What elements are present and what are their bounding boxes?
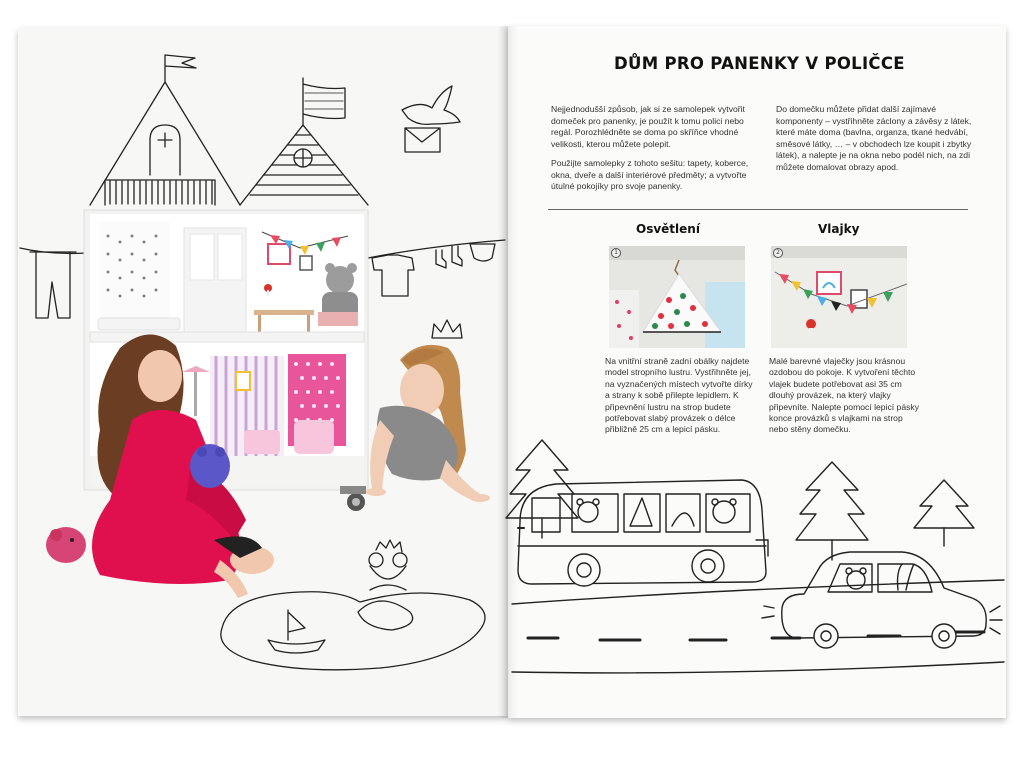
intro-paragraph-2: Použijte samolepky z tohoto sešitu: tapety, koberce, okna, dveře a další interiérové předměty; a vytvořte útulné pokojíky pro svoje panenky. bbox=[551, 158, 749, 192]
section-divider bbox=[548, 209, 968, 210]
clothesline-right-drawing bbox=[368, 240, 505, 296]
heading-flags: Vlajky bbox=[818, 222, 860, 236]
lampshade-photo-image bbox=[609, 246, 745, 348]
roof-right-drawing bbox=[240, 78, 368, 205]
frog-drawing bbox=[358, 601, 413, 630]
heading-lighting: Osvětlení bbox=[636, 222, 700, 236]
lighting-caption: Na vnitřní straně zadní obálky najdete model stropního lustru. Vystřihněte jej, na vyznačených místech vytvořte dírky a strany k sobě přilepte lepidlem. K připevnění lustru na strop budete potřebovat slabý provázek o délce přibližně 25 cm a lepicí pásku. bbox=[605, 356, 753, 435]
intro-paragraph-1: Nejjednodušší způsob, jak si ze samolepek vytvořit domeček pro panenky, je použít k tomu polici nebo regál. Porozhlédněte se doma po skříňce vhodné velikosti, kterou můžete polepit. bbox=[551, 104, 745, 149]
roof-left-drawing bbox=[90, 55, 240, 205]
page-title: DŮM PRO PANENKY V POLIČCE bbox=[614, 54, 905, 73]
bunting-photo-image bbox=[771, 246, 907, 348]
photo-number-badge-1: 1 bbox=[611, 248, 621, 258]
bird-drawing bbox=[402, 86, 460, 152]
crown-drawing-2 bbox=[432, 320, 462, 338]
flags-caption: Malé barevné vlaječky jsou krásnou ozdobou do pokoje. K vytvoření těchto vlajek budete potřebovat asi 35 cm dlouhý provázek, na který vlajky připevníte. Nalepte pomocí lepicí pásky konce provázků s vlajkami na strop nebo stěny domečku. bbox=[769, 356, 919, 435]
lighting-photo bbox=[609, 246, 745, 348]
photo-number-badge-2: 2 bbox=[773, 248, 783, 258]
flags-photo bbox=[771, 246, 907, 348]
clothesline-left-drawing bbox=[20, 248, 86, 318]
intro-paragraph-3: Do domečku můžete přidat další zajímavé komponenty – vystřihněte záclony a závěsy z látek, které máte doma (bavlna, organza, tkané hedvábí, směsové látky, … – v obchodech lze koupit i zbytky látek), a nalepte je na okna nebo podél nich, na zdi můžete domalovat obrazy apod. bbox=[776, 104, 972, 172]
girl-in-grey-photo bbox=[366, 345, 490, 502]
